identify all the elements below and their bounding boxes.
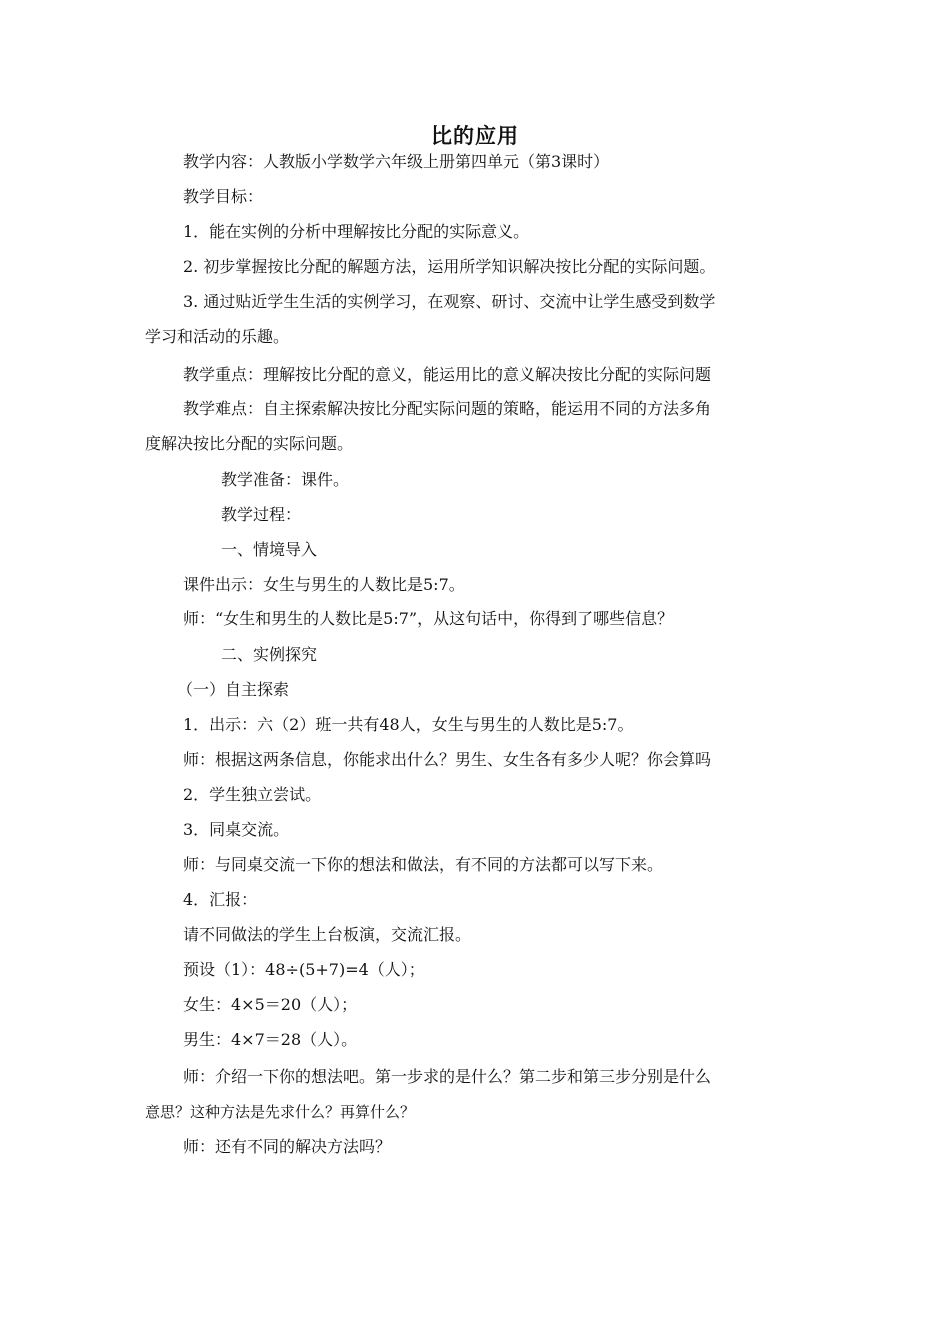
- teacher-question-3: 师：介绍一下你的想法吧。第一步求的是什么？第二步和第三步分别是什么: [183, 1067, 712, 1086]
- goal-item-3: 3. 通过贴近学生生活的实例学习，在观察、研讨、交流中让学生感受到数学: [183, 292, 716, 311]
- goal-item-2: 2. 初步掌握按比分配的解题方法，运用所学知识解决按比分配的实际问题。: [183, 257, 716, 276]
- teacher-question-2: 师：根据这两条信息，你能求出什么？男生、女生各有多少人呢？你会算吗: [183, 750, 712, 769]
- goal-item-3-continued: 学习和活动的乐趣。: [145, 327, 290, 346]
- step-3: 3．同桌交流。: [183, 820, 290, 839]
- section-2-heading: 二、实例探究: [221, 645, 318, 664]
- teaching-key-points: 教学重点：理解按比分配的意义，能运用比的意义解决按比分配的实际问题: [183, 365, 712, 384]
- step-1-display: 1．出示：六（2）班一共有48人，女生与男生的人数比是5:7。: [183, 715, 634, 734]
- preset-1-formula: 预设（1）：48÷(5+7)=4（人）；: [183, 960, 425, 979]
- girls-calculation: 女生：4×5＝20（人）；: [183, 995, 358, 1014]
- teaching-difficulties-continued: 度解决按比分配的实际问题。: [145, 434, 354, 453]
- teaching-preparation: 教学准备：课件。: [221, 470, 350, 489]
- goal-item-1: 1．能在实例的分析中理解按比分配的实际意义。: [183, 222, 530, 241]
- teacher-question-4: 师：还有不同的解决方法吗？: [183, 1137, 392, 1156]
- teacher-question-1: 师：“女生和男生的人数比是5:7”，从这句话中，你得到了哪些信息？: [183, 609, 674, 628]
- boys-calculation: 男生：4×7＝28（人）。: [183, 1030, 358, 1049]
- teacher-question-3-continued: 意思？这种方法是先求什么？再算什么？: [145, 1103, 416, 1121]
- report-instruction: 请不同做法的学生上台板演，交流汇报。: [183, 925, 472, 944]
- teaching-process-heading: 教学过程：: [221, 505, 302, 524]
- document-title: 比的应用: [431, 124, 519, 148]
- courseware-display: 课件出示：女生与男生的人数比是5:7。: [183, 575, 465, 594]
- section-1-heading: 一、情境导入: [221, 540, 318, 559]
- teaching-goals-heading: 教学目标：: [183, 187, 264, 206]
- step-4: 4．汇报：: [183, 890, 258, 909]
- teaching-content: 教学内容：人教版小学数学六年级上册第四单元（第3课时）: [183, 152, 610, 171]
- subsection-1-heading: （一）自主探索: [177, 680, 290, 699]
- step-2: 2．学生独立尝试。: [183, 785, 322, 804]
- teacher-instruction: 师：与同桌交流一下你的想法和做法，有不同的方法都可以写下来。: [183, 855, 664, 874]
- teaching-difficulties: 教学难点：自主探索解决按比分配实际问题的策略，能运用不同的方法多角: [183, 399, 712, 418]
